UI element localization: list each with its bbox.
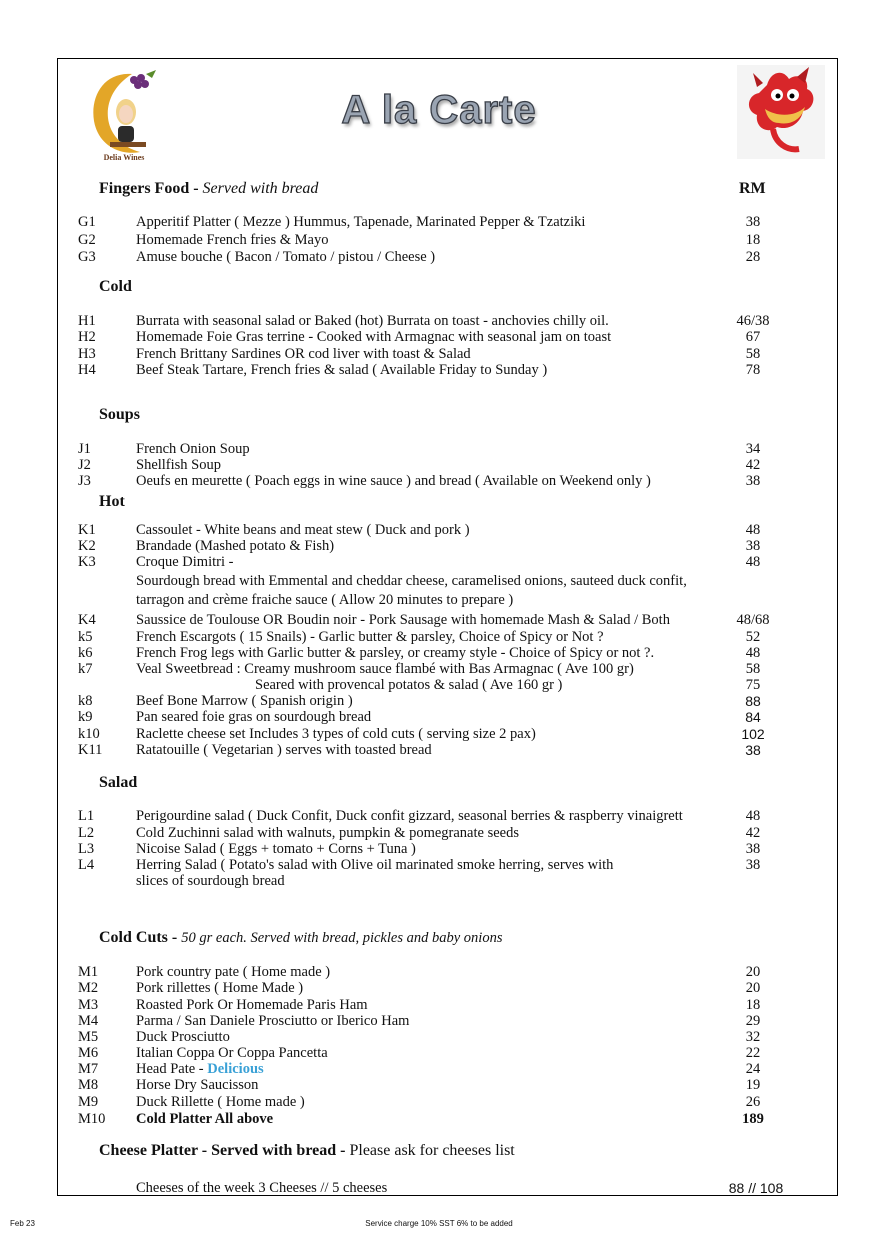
section-fingers-food: Fingers Food - Served with bread xyxy=(99,180,319,197)
menu-item: L3 Nicoise Salad ( Eggs + tomato + Corns + Tuna ) 38 xyxy=(78,841,761,857)
footer-date: Feb 23 xyxy=(10,1219,35,1228)
menu-item: M5 Duck Prosciutto 32 xyxy=(78,1029,761,1045)
menu-item-continuation: Sourdough bread with Emmental and cheddar cheese, caramelised onions, sauteed duck confit, xyxy=(136,573,687,589)
menu-item: L4 Herring Salad ( Potato's salad with Olive oil marinated smoke herring, serves with 38 xyxy=(78,857,761,873)
menu-item: M6 Italian Coppa Or Coppa Pancetta 22 xyxy=(78,1045,761,1061)
menu-item: K11 Ratatouille ( Vegetarian ) serves with toasted bread 38 xyxy=(78,742,761,758)
delicious-highlight: Delicious xyxy=(207,1061,264,1077)
menu-item-continuation: tarragon and crème fraiche sauce ( Allow 20 minutes to prepare ) xyxy=(136,592,514,608)
section-cheese-platter: Cheese Platter - Served with bread - Please ask for cheeses list xyxy=(99,1142,515,1159)
currency-header: RM xyxy=(739,180,766,197)
menu-item: H3 French Brittany Sardines OR cod liver with toast & Salad 58 xyxy=(78,346,761,362)
menu-item-total: M10 Cold Platter All above 189 xyxy=(78,1111,764,1127)
menu-item: J3 Oeufs en meurette ( Poach eggs in wine sauce ) and bread ( Available on Weekend only ) 38 xyxy=(78,473,761,489)
menu-item: k7 Veal Sweetbread : Creamy mushroom sauce flambé with Bas Armagnac ( Ave 100 gr) 58 xyxy=(78,661,761,677)
menu-item: M1 Pork country pate ( Home made ) 20 xyxy=(78,964,761,980)
menu-item: M9 Duck Rillette ( Home made ) 26 xyxy=(78,1094,761,1110)
menu-item: H1 Burrata with seasonal salad or Baked (hot) Burrata on toast - anchovies chilly oil. 46/38 xyxy=(78,313,770,329)
section-cold-cuts: Cold Cuts - 50 gr each. Served with bread, pickles and baby onions xyxy=(99,929,503,946)
section-soups: Soups xyxy=(99,406,140,423)
menu-item: M8 Horse Dry Saucisson 19 xyxy=(78,1077,761,1093)
menu-item: k9 Pan seared foie gras on sourdough bread 84 xyxy=(78,709,761,725)
menu-item: K3 Croque Dimitri - 48 xyxy=(78,554,761,570)
section-salad: Salad xyxy=(99,774,138,791)
menu-item: G2 Homemade French fries & Mayo 18 xyxy=(78,232,761,248)
menu-item: k6 French Frog legs with Garlic butter & parsley, or creamy style - Choice of Spicy or not ?. 48 xyxy=(78,645,761,661)
logo-caption: Delia Wines xyxy=(103,153,145,162)
item-name: Head Pate - xyxy=(136,1061,208,1077)
dragon-logo xyxy=(737,65,825,159)
menu-item: k10 Raclette cheese set Includes 3 types of cold cuts ( serving size 2 pax) 102 xyxy=(78,726,765,742)
menu-item: L1 Perigourdine salad ( Duck Confit, Duck confit gizzard, seasonal berries & raspberry vinaigrett 48 xyxy=(78,808,761,824)
menu-item: J2 Shellfish Soup 42 xyxy=(78,457,761,473)
footer-service-note: Service charge 10% SST 6% to be added xyxy=(365,1219,513,1228)
menu-item-continuation: Seared with provencal potatos & salad ( Ave 160 gr ) 75 xyxy=(255,677,761,693)
menu-item: k5 French Escargots ( 15 Snails) - Garlic butter & parsley, Choice of Spicy or Not ? 52 xyxy=(78,629,761,645)
menu-item: M4 Parma / San Daniele Prosciutto or Iberico Ham 29 xyxy=(78,1013,761,1029)
menu-item: k8 Beef Bone Marrow ( Spanish origin ) 88 xyxy=(78,693,761,709)
menu-item: M2 Pork rillettes ( Home Made ) 20 xyxy=(78,980,761,996)
menu-item: J1 French Onion Soup 34 xyxy=(78,441,761,457)
menu-item: K4 Saussice de Toulouse OR Boudin noir - Pork Sausage with homemade Mash & Salad / Both 48/68 xyxy=(78,612,770,628)
menu-item: M3 Roasted Pork Or Homemade Paris Ham 18 xyxy=(78,997,761,1013)
menu-item-continuation: slices of sourdough bread xyxy=(136,873,285,889)
menu-item: K1 Cassoulet - White beans and meat stew ( Duck and pork ) 48 xyxy=(78,522,761,538)
menu-item: Cheeses of the week 3 Cheeses // 5 cheeses 88 // 108 xyxy=(136,1180,784,1196)
menu-item: K2 Brandade (Mashed potato & Fish) 38 xyxy=(78,538,761,554)
menu-item: M7 Head Pate - Delicious 24 xyxy=(78,1061,761,1077)
menu-item: H4 Beef Steak Tartare, French fries & salad ( Available Friday to Sunday ) 78 xyxy=(78,362,761,378)
page-title: A la Carte xyxy=(341,88,537,132)
menu-item: G3 Amuse bouche ( Bacon / Tomato / pistou / Cheese ) 28 xyxy=(78,249,761,265)
menu-item: H2 Homemade Foie Gras terrine - Cooked with Armagnac with seasonal jam on toast 67 xyxy=(78,329,761,345)
menu-item: L2 Cold Zuchinni salad with walnuts, pumpkin & pomegranate seeds 42 xyxy=(78,825,761,841)
menu-item: G1 Apperitif Platter ( Mezze ) Hummus, Tapenade, Marinated Pepper & Tzatziki 38 xyxy=(78,214,761,230)
section-hot: Hot xyxy=(99,493,125,510)
section-cold: Cold xyxy=(99,278,132,295)
